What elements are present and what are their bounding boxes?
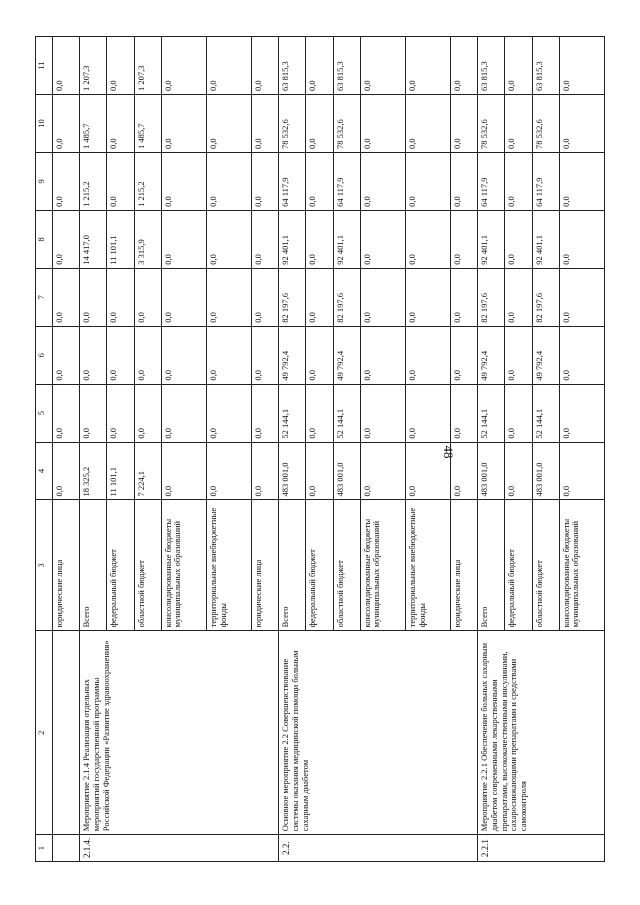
item-name-cell bbox=[53, 631, 80, 835]
value-cell: 64 117,9 bbox=[532, 152, 559, 210]
value-cell: 63 815,3 bbox=[532, 37, 559, 95]
funding-source-cell: территориальные внебюджетные фонды bbox=[206, 500, 251, 631]
table-row bbox=[80, 37, 107, 862]
column-header: 11 bbox=[36, 37, 53, 95]
value-cell: 0,0 bbox=[53, 384, 80, 442]
column-header: 8 bbox=[36, 210, 53, 268]
value-cell: 49 792,4 bbox=[478, 326, 505, 384]
value-cell: 0,0 bbox=[360, 152, 405, 210]
value-cell: 0,0 bbox=[161, 37, 206, 95]
column-header: 10 bbox=[36, 95, 53, 153]
value-cell: 0,0 bbox=[306, 152, 333, 210]
value-cell: 0,0 bbox=[505, 442, 532, 500]
value-cell: 0,0 bbox=[360, 37, 405, 95]
value-cell: 0,0 bbox=[161, 95, 206, 153]
value-cell: 63 815,3 bbox=[279, 37, 306, 95]
column-header: 2 bbox=[36, 631, 53, 835]
value-cell: 0,0 bbox=[252, 442, 279, 500]
item-name-cell: Мероприятие 2.2.1 Обеспечение больных сахарным диабетом современными лекарственными препаратами, высококачественными инсулинами, сахароснижающими препаратами и средствами самоконтроля bbox=[478, 631, 605, 835]
value-cell: 1 215,2 bbox=[80, 152, 107, 210]
value-cell: 1 485,7 bbox=[80, 95, 107, 153]
value-cell: 0,0 bbox=[405, 442, 450, 500]
value-cell: 0,0 bbox=[161, 152, 206, 210]
value-cell: 1 485,7 bbox=[134, 95, 161, 153]
column-header: 1 bbox=[36, 835, 53, 862]
budget-table bbox=[35, 36, 605, 862]
funding-source-cell: областной бюджет bbox=[134, 500, 161, 631]
row-number-cell: 2.2.1 bbox=[478, 835, 605, 862]
table-row bbox=[53, 37, 80, 862]
column-header: 6 bbox=[36, 326, 53, 384]
value-cell: 78 532,6 bbox=[532, 95, 559, 153]
funding-source-cell: Всего bbox=[80, 500, 107, 631]
value-cell: 0,0 bbox=[306, 326, 333, 384]
value-cell: 0,0 bbox=[360, 268, 405, 326]
funding-source-cell: Всего bbox=[279, 500, 306, 631]
value-cell: 0,0 bbox=[161, 268, 206, 326]
value-cell: 0,0 bbox=[53, 152, 80, 210]
value-cell: 0,0 bbox=[206, 37, 251, 95]
value-cell: 0,0 bbox=[451, 384, 478, 442]
value-cell: 0,0 bbox=[405, 384, 450, 442]
row-number-cell: 2.2. bbox=[279, 835, 478, 862]
value-cell: 0,0 bbox=[252, 152, 279, 210]
value-cell: 0,0 bbox=[53, 95, 80, 153]
value-cell: 0,0 bbox=[206, 442, 251, 500]
value-cell: 0,0 bbox=[505, 384, 532, 442]
funding-source-cell: юридические лица bbox=[53, 500, 80, 631]
value-cell: 0,0 bbox=[306, 210, 333, 268]
funding-source-cell: территориальные внебюджетные фонды bbox=[405, 500, 450, 631]
value-cell: 0,0 bbox=[451, 268, 478, 326]
value-cell: 0,0 bbox=[206, 210, 251, 268]
value-cell: 0,0 bbox=[53, 442, 80, 500]
value-cell: 0,0 bbox=[252, 268, 279, 326]
value-cell: 63 815,3 bbox=[478, 37, 505, 95]
value-cell: 78 532,6 bbox=[333, 95, 360, 153]
value-cell: 483 001,0 bbox=[532, 442, 559, 500]
value-cell: 0,0 bbox=[206, 326, 251, 384]
value-cell: 0,0 bbox=[107, 268, 134, 326]
value-cell: 0,0 bbox=[161, 210, 206, 268]
value-cell: 0,0 bbox=[505, 210, 532, 268]
value-cell: 0,0 bbox=[53, 37, 80, 95]
value-cell: 0,0 bbox=[405, 268, 450, 326]
value-cell: 82 197,6 bbox=[279, 268, 306, 326]
funding-source-cell: областной бюджет bbox=[532, 500, 559, 631]
value-cell: 1 207,3 bbox=[80, 37, 107, 95]
item-name-cell: Мероприятие 2.1.4 Реализация отдельных мероприятий государственной программы Российской Федерации «Развитие здравоохранения» bbox=[80, 631, 279, 835]
value-cell: 64 117,9 bbox=[279, 152, 306, 210]
value-cell: 0,0 bbox=[559, 152, 604, 210]
value-cell: 0,0 bbox=[451, 95, 478, 153]
value-cell: 0,0 bbox=[206, 268, 251, 326]
value-cell: 0,0 bbox=[360, 442, 405, 500]
value-cell: 78 532,6 bbox=[279, 95, 306, 153]
value-cell: 0,0 bbox=[134, 326, 161, 384]
funding-source-cell: областной бюджет bbox=[333, 500, 360, 631]
value-cell: 0,0 bbox=[405, 210, 450, 268]
value-cell: 0,0 bbox=[360, 95, 405, 153]
funding-source-cell: консолидированные бюджеты муниципальных образований bbox=[161, 500, 206, 631]
value-cell: 52 144,1 bbox=[478, 384, 505, 442]
value-cell: 0,0 bbox=[559, 442, 604, 500]
funding-source-cell: федеральный бюджет bbox=[505, 500, 532, 631]
row-number-cell: 2.1.4. bbox=[80, 835, 279, 862]
value-cell: 0,0 bbox=[559, 37, 604, 95]
value-cell: 0,0 bbox=[451, 152, 478, 210]
funding-source-cell: консолидированные бюджеты муниципальных образований bbox=[559, 500, 604, 631]
value-cell: 82 197,6 bbox=[333, 268, 360, 326]
value-cell: 92 401,1 bbox=[279, 210, 306, 268]
value-cell: 0,0 bbox=[451, 37, 478, 95]
value-cell: 0,0 bbox=[505, 95, 532, 153]
value-cell: 1 207,3 bbox=[134, 37, 161, 95]
value-cell: 11 101,1 bbox=[107, 210, 134, 268]
value-cell: 0,0 bbox=[559, 326, 604, 384]
value-cell: 0,0 bbox=[107, 152, 134, 210]
value-cell: 0,0 bbox=[505, 268, 532, 326]
value-cell: 483 001,0 bbox=[333, 442, 360, 500]
value-cell: 11 101,1 bbox=[107, 442, 134, 500]
value-cell: 0,0 bbox=[206, 152, 251, 210]
value-cell: 0,0 bbox=[559, 95, 604, 153]
value-cell: 0,0 bbox=[360, 210, 405, 268]
table-row bbox=[478, 37, 505, 862]
value-cell: 0,0 bbox=[107, 95, 134, 153]
value-cell: 0,0 bbox=[53, 326, 80, 384]
funding-source-cell: федеральный бюджет bbox=[306, 500, 333, 631]
column-header: 4 bbox=[36, 442, 53, 500]
value-cell: 0,0 bbox=[80, 326, 107, 384]
value-cell: 0,0 bbox=[306, 384, 333, 442]
value-cell: 0,0 bbox=[252, 384, 279, 442]
value-cell: 82 197,6 bbox=[478, 268, 505, 326]
value-cell: 0,0 bbox=[306, 37, 333, 95]
value-cell: 0,0 bbox=[559, 384, 604, 442]
column-header: 5 bbox=[36, 384, 53, 442]
row-number-cell bbox=[53, 835, 80, 862]
value-cell: 52 144,1 bbox=[532, 384, 559, 442]
value-cell: 0,0 bbox=[161, 384, 206, 442]
value-cell: 0,0 bbox=[405, 326, 450, 384]
value-cell: 64 117,9 bbox=[333, 152, 360, 210]
value-cell: 0,0 bbox=[451, 442, 478, 500]
value-cell: 0,0 bbox=[206, 95, 251, 153]
value-cell: 0,0 bbox=[252, 95, 279, 153]
value-cell: 0,0 bbox=[505, 326, 532, 384]
value-cell: 0,0 bbox=[306, 442, 333, 500]
value-cell: 92 401,1 bbox=[478, 210, 505, 268]
value-cell: 63 815,3 bbox=[333, 37, 360, 95]
value-cell: 49 792,4 bbox=[532, 326, 559, 384]
column-header: 3 bbox=[36, 500, 53, 631]
value-cell: 7 224,1 bbox=[134, 442, 161, 500]
value-cell: 49 792,4 bbox=[333, 326, 360, 384]
value-cell: 0,0 bbox=[53, 210, 80, 268]
page-number: 48 bbox=[441, 445, 456, 459]
value-cell: 0,0 bbox=[252, 37, 279, 95]
value-cell: 64 117,9 bbox=[478, 152, 505, 210]
funding-source-cell: юридические лица bbox=[252, 500, 279, 631]
value-cell: 0,0 bbox=[252, 210, 279, 268]
value-cell: 0,0 bbox=[559, 210, 604, 268]
value-cell: 0,0 bbox=[405, 152, 450, 210]
value-cell: 92 401,1 bbox=[532, 210, 559, 268]
value-cell: 0,0 bbox=[134, 384, 161, 442]
value-cell: 52 144,1 bbox=[279, 384, 306, 442]
funding-source-cell: юридические лица bbox=[451, 500, 478, 631]
value-cell: 18 325,2 bbox=[80, 442, 107, 500]
value-cell: 0,0 bbox=[80, 384, 107, 442]
value-cell: 0,0 bbox=[53, 268, 80, 326]
value-cell: 49 792,4 bbox=[279, 326, 306, 384]
value-cell: 52 144,1 bbox=[333, 384, 360, 442]
value-cell: 0,0 bbox=[405, 95, 450, 153]
value-cell: 92 401,1 bbox=[333, 210, 360, 268]
value-cell: 0,0 bbox=[505, 152, 532, 210]
funding-source-cell: федеральный бюджет bbox=[107, 500, 134, 631]
value-cell: 0,0 bbox=[161, 442, 206, 500]
column-header: 9 bbox=[36, 152, 53, 210]
value-cell: 0,0 bbox=[306, 268, 333, 326]
funding-source-cell: Всего bbox=[478, 500, 505, 631]
funding-source-cell: консолидированные бюджеты муниципальных образований bbox=[360, 500, 405, 631]
value-cell: 78 532,6 bbox=[478, 95, 505, 153]
value-cell: 1 215,2 bbox=[134, 152, 161, 210]
value-cell: 0,0 bbox=[107, 37, 134, 95]
rotated-table-wrapper bbox=[35, 36, 605, 862]
value-cell: 0,0 bbox=[161, 326, 206, 384]
value-cell: 0,0 bbox=[206, 384, 251, 442]
value-cell: 483 001,0 bbox=[478, 442, 505, 500]
value-cell: 0,0 bbox=[360, 326, 405, 384]
value-cell: 14 417,0 bbox=[80, 210, 107, 268]
value-cell: 0,0 bbox=[107, 326, 134, 384]
value-cell: 0,0 bbox=[405, 37, 450, 95]
value-cell: 82 197,6 bbox=[532, 268, 559, 326]
value-cell: 0,0 bbox=[360, 384, 405, 442]
value-cell: 0,0 bbox=[505, 37, 532, 95]
value-cell: 0,0 bbox=[134, 268, 161, 326]
value-cell: 0,0 bbox=[451, 210, 478, 268]
column-header: 7 bbox=[36, 268, 53, 326]
table-row bbox=[279, 37, 306, 862]
value-cell: 0,0 bbox=[80, 268, 107, 326]
value-cell: 0,0 bbox=[306, 95, 333, 153]
header-row bbox=[36, 37, 53, 862]
value-cell: 0,0 bbox=[451, 326, 478, 384]
value-cell: 0,0 bbox=[107, 384, 134, 442]
value-cell: 0,0 bbox=[559, 268, 604, 326]
value-cell: 3 315,9 bbox=[134, 210, 161, 268]
item-name-cell: Основное мероприятие 2.2 Совершенствование системы оказания медицинской помощи больным сахарным диабетом bbox=[279, 631, 478, 835]
value-cell: 0,0 bbox=[252, 326, 279, 384]
value-cell: 483 001,0 bbox=[279, 442, 306, 500]
